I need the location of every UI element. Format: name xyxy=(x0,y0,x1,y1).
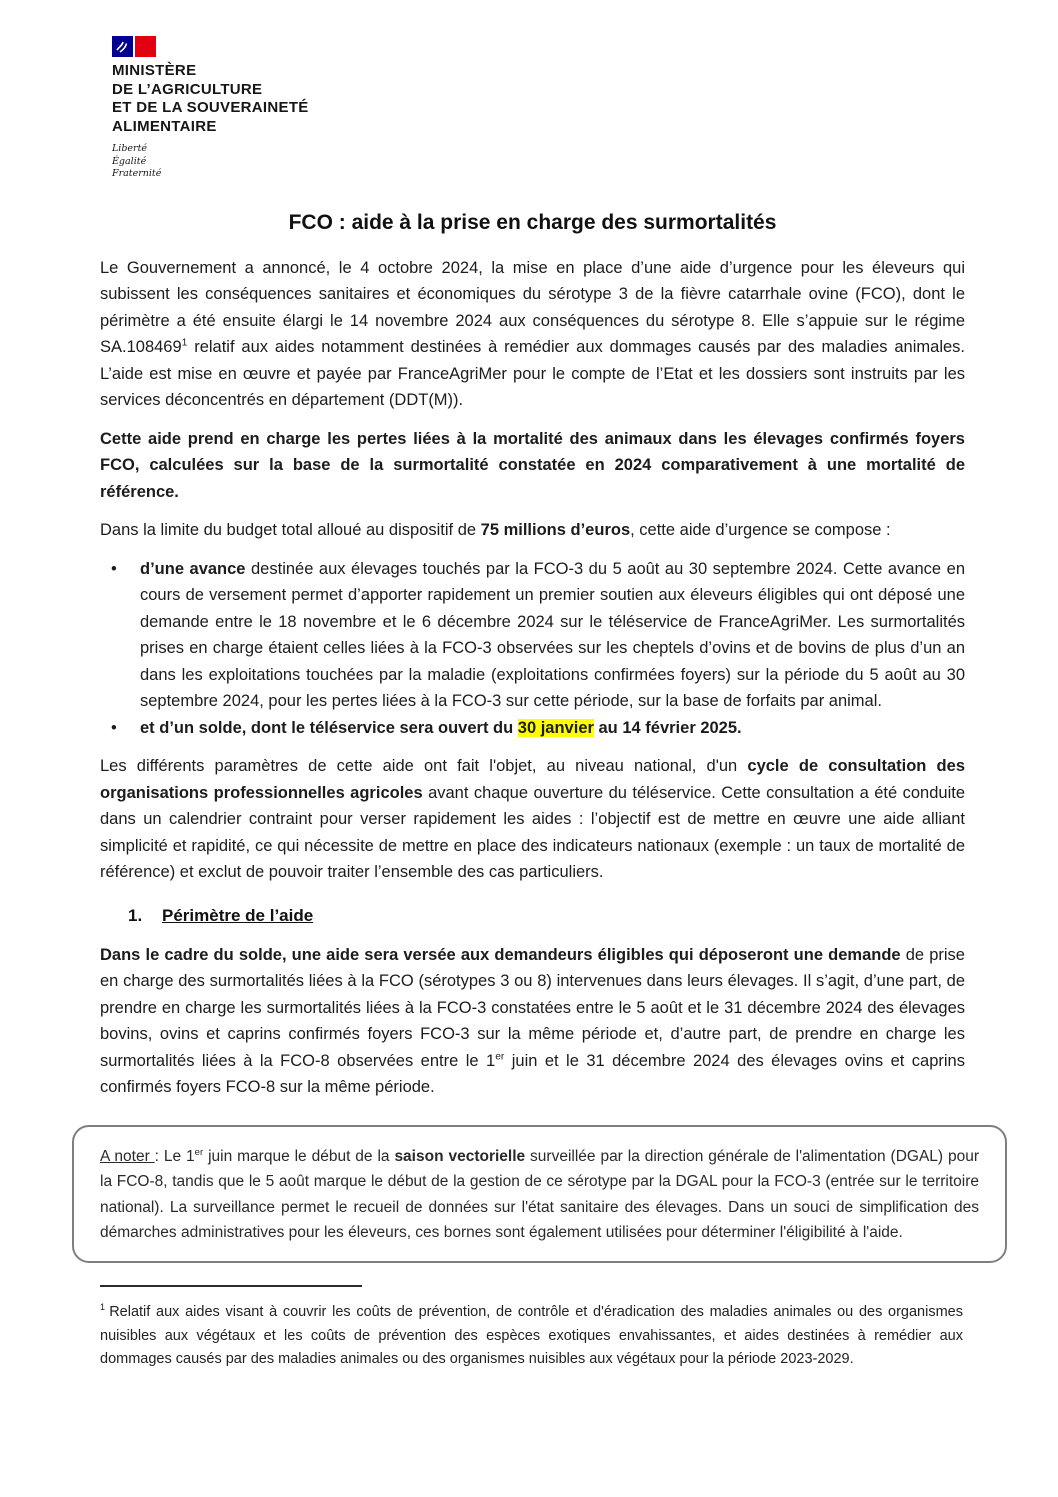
marianne-icon xyxy=(112,36,133,57)
flag-red-block xyxy=(135,36,156,57)
paragraph-perimeter: Dans le cadre du solde, une aide sera versée aux demandeurs éligibles qui déposeront une demande de prise en charge des surmortalités liées à la FCO (sérotypes 3 ou 8) intervenues dans leurs élevages. Il s’agit, d’une part, de prendre en charge les surmortalités liées à la FCO-3 constatées entre le 5 août et le 31 décembre 2024 des élevages bovins, ovins et caprins confirmés foyers FCO-3 sur la même période et, d’autre part, de prendre en charge les surmortalités liées à la FCO-8 observées entre le 1er juin et le 31 décembre 2024 des élevages ovins et caprins confirmés foyers FCO-8 sur la même période. xyxy=(100,945,965,1096)
french-flag-icon xyxy=(112,36,156,57)
section-title: Périmètre de l’aide xyxy=(162,905,314,925)
page-title: FCO : aide à la prise en charge des surmortalités xyxy=(288,210,777,234)
list-item-advance: • d’une avance destinée aux élevages touchés par la FCO-3 du 5 août au 30 septembre 2024. Cette avance en cours de versement permet d’apporter rapidement un premier soutien aux éleveurs éligibles qui ont déposé une demande entre le 18 novembre et le 6 décembre 2024 sur le téléservice de FranceAgriMer. Les surmortalités prises en charge étaient celles liées à la FCO-3 observées sur les cheptels d’ovins et de bovins de plus d’un an dans les exploitations touchées par la maladie (exploitations confirmées foyers) sur la période du 5 août au 30 septembre 2024, pour les pertes liées à la FCO-3 sur cette période, sur la base de forfaits par animal. xyxy=(100,556,965,715)
paragraph-aid-scope: Cette aide prend en charge les pertes liées à la mortalité des animaux dans les élevages confirmés foyers FCO, calculées sur la base de la surmortalité constatée en 2024 comparativement à une mortalité de référence. xyxy=(100,429,965,501)
ministry-line: ET DE LA SOUVERAINETÉ xyxy=(112,99,309,116)
motto-line: Fraternité xyxy=(112,168,162,179)
note-box-text: A noter : Le 1er juin marque le début de la saison vectorielle surveillée par la direction générale de l'alimentation (DGAL) pour la FCO-8, tandis que le 5 août marque le début de la gestion de ce sérotype par la DGAL pour la FCO-3 (entrée sur le territoire national). La surveillance permet le recueil de données sur l'état sanitaire des élevages. Dans un souci de simplification des démarches administratives pour les éleveurs, ces bornes sont également utilisées pour déterminer l'éligibilité à l'aide. xyxy=(100,1146,980,1241)
ministry-logo xyxy=(112,36,965,181)
paragraph-intro: Le Gouvernement a annoncé, le 4 octobre 2024, la mise en place d’une aide d’urgence pour les éleveurs qui subissent les conséquences sanitaires et économiques du sérotype 3 de la fièvre catarrhale ovine (FCO), dont le périmètre a été ensuite élargi le 14 novembre 2024 aux conséquences du sérotype 8. Elle s’appuie sur le régime SA.108469$^1$ relatif aux aides notamment destinées à remédier aux dommages causés par des maladies animales. L’aide est mise en œuvre et payée par FranceAgriMer pour le compte de l’Etat et les dossiers sont instruits par les services déconcentrés en département (DDT(M)). xyxy=(100,258,965,409)
flag-blue-block xyxy=(112,36,133,57)
paragraph-budget: Dans la limite du budget total alloué au dispositif de 75 millions d’euros, cette aide d’urgence se compose : xyxy=(100,521,891,539)
ministry-line: DE L’AGRICULTURE xyxy=(112,80,263,98)
motto-line: Égalité xyxy=(112,155,147,167)
motto-line: Liberté xyxy=(112,143,148,154)
section-number: 1. xyxy=(128,905,143,925)
republic-motto xyxy=(112,143,965,181)
footnote-text: $^1$ Relatif aux aides visant à couvrir les coûts de prévention, de contrôle et d'éradication des maladies animales ou des organismes nuisibles aux végétaux et les coûts de prévention des espèces exotiques envahissantes, et aides destinées à remédier aux dommages causés par des maladies animales ou des organismes nuisibles aux végétaux pour la période 2023-2029. xyxy=(100,1302,963,1367)
footnote-separator xyxy=(100,1285,362,1287)
list-item-balance: • et d’un solde, dont le téléservice sera ouvert du 30 janvier au 14 février 2025. xyxy=(100,715,965,742)
aid-components-list xyxy=(100,556,965,742)
paragraph-consultation: Les différents paramètres de cette aide ont fait l'objet, au niveau national, d'un cycle de consultation des organisations professionnelles agricoles avant chaque ouverture du téléservice. Cette consultation a été conduite dans un calendrier contraint pour verser rapidement les aides : l’objectif est de mettre en œuvre une aide alliant simplicité et rapidité, ce qui nécessite de mettre en place des indicateurs nationaux (exemple : un taux de mortalité de référence) et exclut de pouvoir traiter l’ensemble des cas particuliers. xyxy=(100,757,965,881)
ministry-line: MINISTÈRE xyxy=(112,62,197,79)
ministry-line: ALIMENTAIRE xyxy=(112,117,217,135)
ministry-name xyxy=(112,62,965,136)
note-box xyxy=(72,1125,1007,1263)
section-1-heading xyxy=(100,906,965,926)
footnote-area xyxy=(100,1285,965,1372)
